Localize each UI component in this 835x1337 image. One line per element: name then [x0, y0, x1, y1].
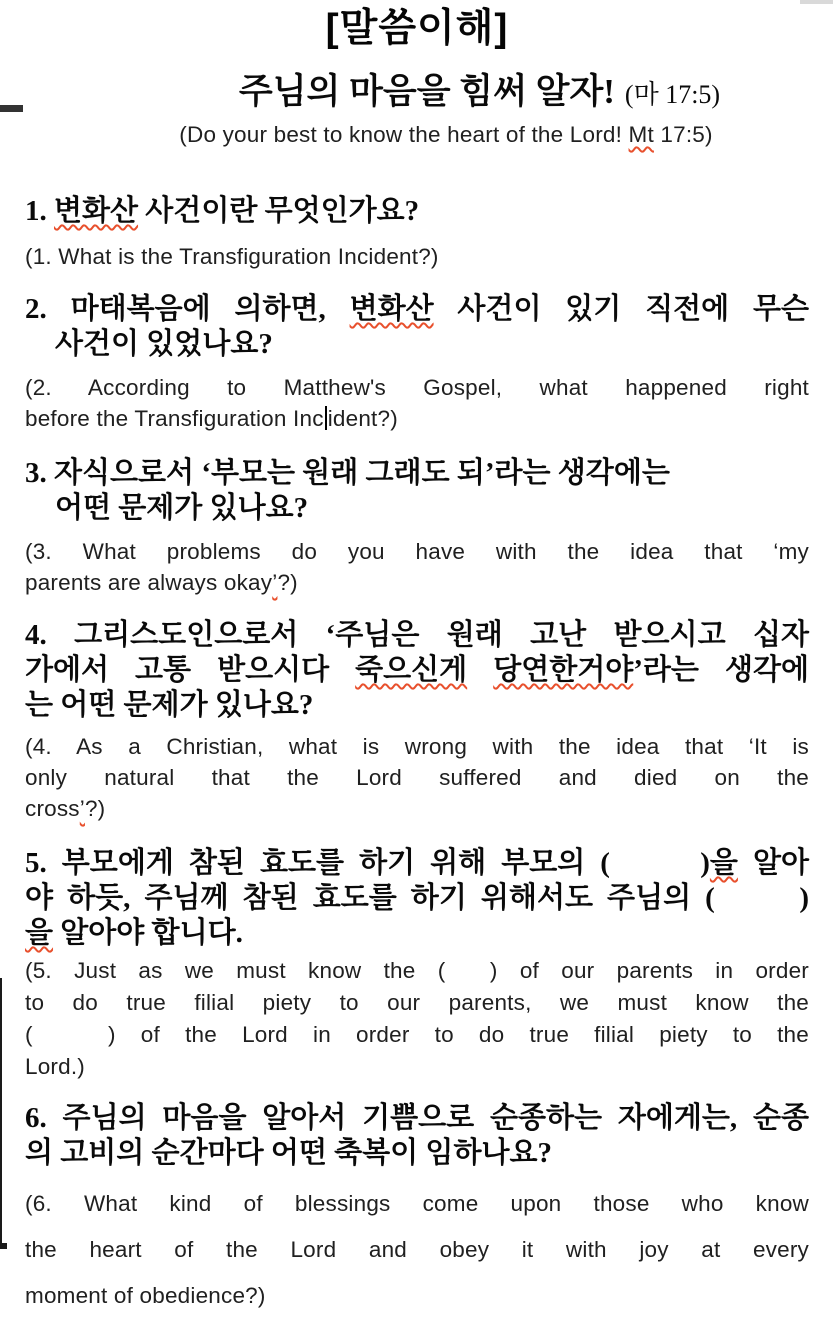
q6-english-line-3[interactable] — [25, 1273, 809, 1319]
text-segment: 어떤 문제가 있나요? — [55, 492, 309, 524]
q5-english-line-3[interactable] — [25, 1019, 809, 1051]
text-segment: 야 하듯, 주님께 참된 효도를 하기 위해서도 주님의 ( ) — [25, 882, 809, 914]
q4-english-line-2[interactable] — [25, 762, 809, 793]
text-segment: cross — [25, 796, 80, 821]
text-segment: (2. According to Matthew's Gospel, what happened right — [25, 375, 809, 400]
text-segment: 의 고비의 순간마다 어떤 축복이 임하나요? — [25, 1137, 552, 1169]
text-segment: 사건이란 무엇인가요? — [138, 195, 420, 227]
q6-korean-line-1[interactable] — [25, 1101, 809, 1136]
text-segment: ident?) — [327, 406, 398, 431]
text-segment: ?) — [84, 796, 106, 821]
q4-korean-line-2[interactable] — [25, 653, 809, 688]
question-3 — [25, 456, 809, 598]
q2-korean-line-1[interactable] — [25, 292, 809, 327]
text-segment: 1. — [25, 195, 54, 227]
text-segment: ’라는 생각에 — [633, 654, 809, 686]
left-margin-dash — [0, 105, 23, 112]
text-segment: (5. Just as we must know the ( ) of our parents in order — [25, 958, 809, 983]
q3-english-line-1[interactable] — [25, 536, 809, 567]
text-segment: 6. 주님의 마음을 알아서 기쁨으로 순종하는 자에게는, 순종 — [25, 1102, 809, 1134]
text-cursor — [325, 406, 327, 430]
text-segment: the heart of the Lord and obey it with joy at every — [25, 1237, 809, 1262]
text-segment: 2. 마태복음에 의하면, — [25, 293, 350, 325]
question-5 — [25, 846, 809, 1083]
text-segment: (1. What is the Transfiguration Incident?) — [25, 244, 439, 269]
q5-english-line-1[interactable] — [25, 955, 809, 987]
q3-english-line-2[interactable] — [25, 567, 809, 598]
text-segment: before the Transfiguration Inc — [25, 406, 324, 431]
text-segment: 알아야 합니다. — [53, 917, 243, 949]
text-segment: only natural that the Lord suffered and died on the — [25, 765, 809, 790]
q5-korean-line-2[interactable] — [25, 881, 809, 916]
text-segment: ?) — [277, 570, 298, 595]
text-segment — [467, 654, 493, 686]
scripture-reference: (마 17:5) — [624, 80, 721, 109]
misspelled-word: 변화산 — [349, 293, 434, 325]
q5-english-line-2[interactable] — [25, 987, 809, 1019]
subtitle — [25, 70, 809, 117]
text-segment: parents are always okay — [25, 570, 273, 595]
q5-english-line-4[interactable] — [25, 1051, 809, 1083]
misspelled-word: ’ — [272, 570, 278, 595]
q2-english-line-1[interactable] — [25, 372, 809, 403]
misspelled-word: ’ — [79, 796, 85, 821]
subtitle-korean: 주님의 마음을 힘써 알자! — [238, 72, 615, 111]
q1-english-line-1[interactable] — [25, 241, 809, 272]
q5-korean-line-3[interactable] — [25, 916, 809, 951]
text-segment: (3. What problems do you have with the idea that ‘my — [25, 539, 809, 564]
q2-korean-line-2[interactable] — [25, 327, 809, 362]
text-segment: ( ) of the Lord in order to do true filial piety to the — [25, 1022, 809, 1047]
q1-korean-line-1[interactable] — [25, 194, 809, 229]
misspelled-word: 을 — [709, 847, 738, 879]
question-2 — [25, 292, 809, 434]
q6-english-line-2[interactable] — [25, 1227, 809, 1273]
left-margin-line — [0, 978, 2, 1244]
left-margin-line-foot — [0, 1243, 7, 1249]
q5-korean-line-1[interactable] — [25, 846, 809, 881]
q4-english-line-1[interactable] — [25, 731, 809, 762]
text-segment: 4. 그리스도인으로서 ‘주님은 원래 고난 받으시고 십자 — [25, 619, 809, 651]
english-subtitle[interactable] — [25, 119, 809, 150]
q3-korean-line-2[interactable] — [25, 491, 809, 526]
text-segment: (Do your best to know the heart of the Lord! — [179, 122, 629, 147]
text-segment: (6. What kind of blessings come upon those who know — [25, 1191, 809, 1216]
scrollbar-fragment[interactable] — [800, 0, 833, 4]
text-segment: 사건이 있기 직전에 무슨 — [433, 293, 809, 325]
misspelled-word: 죽으신게 — [355, 654, 468, 686]
text-segment: 가에서 고통 받으시다 — [25, 654, 356, 686]
misspelled-word: 을 — [25, 917, 54, 949]
text-segment: 알아 — [737, 847, 809, 879]
q3-korean-line-1[interactable] — [25, 456, 809, 491]
text-segment: to do true filial piety to our parents, we must know the — [25, 990, 809, 1015]
text-segment: Lord.) — [25, 1054, 85, 1079]
misspelled-word: Mt — [628, 122, 654, 147]
q4-korean-line-3[interactable] — [25, 688, 809, 723]
question-1 — [25, 194, 809, 272]
q4-korean-line-1[interactable] — [25, 618, 809, 653]
text-segment: moment of obedience?) — [25, 1283, 266, 1308]
text-segment: 사건이 있었나요? — [55, 328, 273, 360]
text-segment: 는 어떤 문제가 있나요? — [25, 689, 314, 721]
text-segment: (4. As a Christian, what is wrong with the idea that ‘It is — [25, 734, 809, 759]
text-segment: 17:5) — [653, 122, 713, 147]
text-segment: 3. 자식으로서 ‘부모는 원래 그래도 되’라는 생각에는 — [25, 457, 670, 489]
question-6 — [25, 1101, 809, 1319]
text-segment: 5. 부모에게 참된 효도를 하기 위해 부모의 ( ) — [25, 847, 710, 879]
q4-english-line-3[interactable] — [25, 793, 809, 824]
question-4 — [25, 618, 809, 824]
page-title: [말씀이해] — [325, 7, 509, 50]
q2-english-line-2[interactable] — [25, 403, 809, 434]
q6-korean-line-2[interactable] — [25, 1136, 809, 1171]
misspelled-word: 당연한거야 — [493, 654, 634, 686]
q6-english-line-1[interactable] — [25, 1181, 809, 1227]
misspelled-word: 변화산 — [54, 195, 139, 227]
